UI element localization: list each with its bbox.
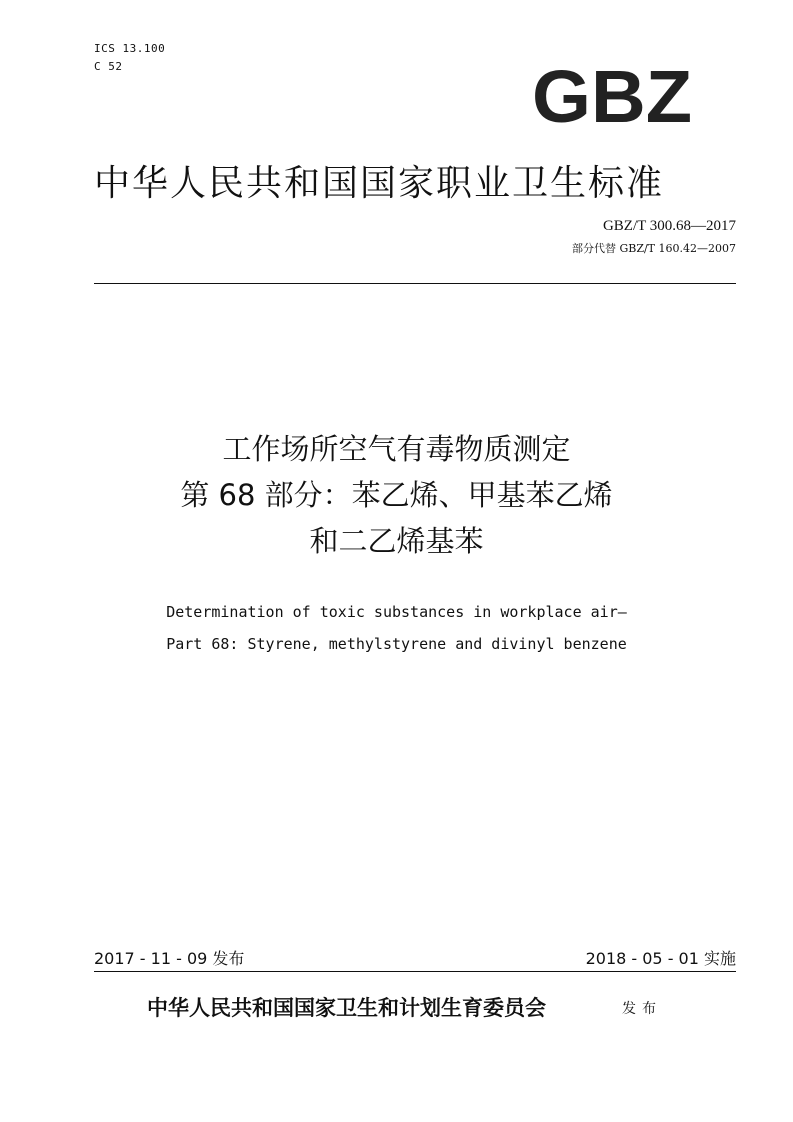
standard-category-title: 中华人民共和国国家职业卫生标准 — [94, 163, 665, 204]
publisher-name: 中华人民共和国国家卫生和计划生育委员会 — [147, 995, 546, 1020]
logo-text: GBZ — [532, 62, 692, 130]
title-en-line2: Part 68: Styrene, methylstyrene and divinyl benzene — [166, 635, 627, 653]
standard-number: GBZ/T 300.68—2017 — [602, 218, 736, 234]
replaces-note: 部分代替 GBZ/T 160.42—2007 — [571, 242, 736, 255]
gbz-logo — [530, 62, 695, 130]
header-divider — [94, 283, 736, 284]
footer-divider — [94, 971, 736, 972]
title-cn-line3: 和二乙烯基苯 — [309, 524, 484, 558]
classification-codes — [94, 40, 165, 76]
ics-code: ICS 13.100 — [94, 42, 166, 55]
issue-date: 2017 - 11 - 09 发布 — [94, 949, 245, 968]
ccs-code: C 52 — [94, 60, 123, 73]
title-cn-line2: 第 68 部分：苯乙烯、甲基苯乙烯 — [180, 478, 613, 512]
title-en-line1: Determination of toxic substances in workplace air— — [166, 603, 627, 621]
publish-label: 发布 — [622, 1001, 662, 1017]
implementation-date: 2018 - 05 - 01 实施 — [585, 949, 736, 968]
title-cn-line1: 工作场所空气有毒物质测定 — [222, 432, 571, 466]
